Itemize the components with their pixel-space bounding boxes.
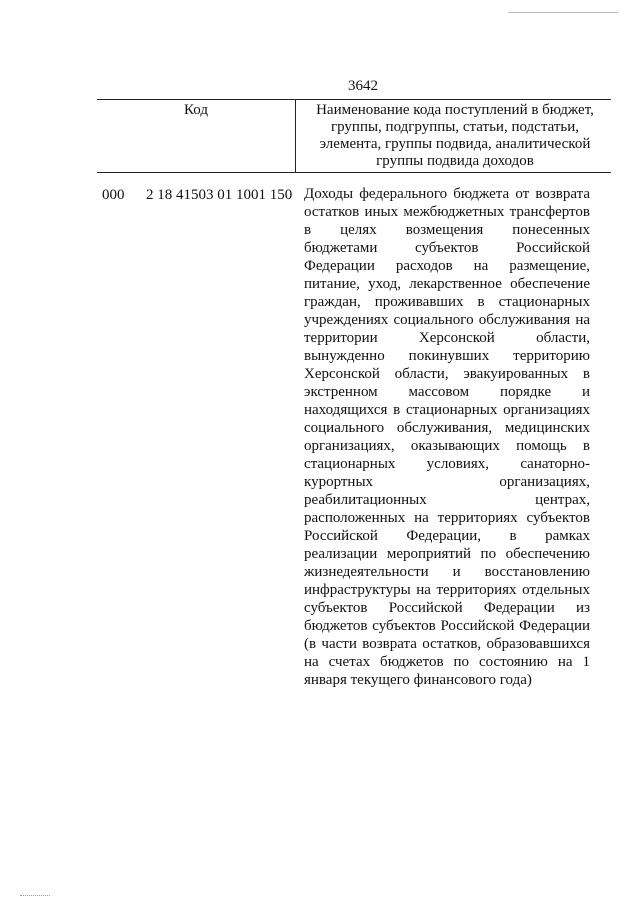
scan-edge-dots	[20, 895, 50, 896]
table-header	[97, 99, 611, 173]
header-column-divider	[295, 100, 296, 172]
page-number: 3642	[348, 78, 378, 94]
header-name-label: Наименование кода поступлений в бюджет, группы, подгруппы, статьи, подстатьи, элемента, группы подвида, аналитической группы подвида доходов	[316, 102, 594, 169]
budget-classification-code: 2 18 41503 01 1001 150	[146, 187, 293, 203]
scan-edge-line	[508, 12, 618, 13]
admin-code: 000	[102, 187, 125, 203]
income-code-description: Доходы федерального бюджета от возврата остатков иных межбюджетных трансфертов в целях возмещения понесенных бюджетами субъектов Российской Федерации расходов на размещение, питание, уход, лекарственное обеспечение граждан, проживавших в стационарных учреждениях социального обслуживания на территории Херсонской области, вынужденно покинувших территорию Херсонской области, эвакуированных в экстренном массовом порядке и находящихся в стационарных организациях социального обслуживания, медицинских организациях, оказывающих помощь в стационарных условиях, санаторно-курортных организациях, реабилитационных центрах, расположенных на территориях субъектов Российской Федерации, в рамках реализации мероприятий по обеспечению жизнедеятельности и восстановлению инфраструктуры на территориях отдельных субъектов Российской Федерации из бюджетов субъектов Российской Федерации (в части возврата остатков, образовавшихся на счетах бюджетов по состоянию на 1 января текущего финансового года)	[304, 186, 590, 688]
header-code-label: Код	[184, 102, 208, 118]
